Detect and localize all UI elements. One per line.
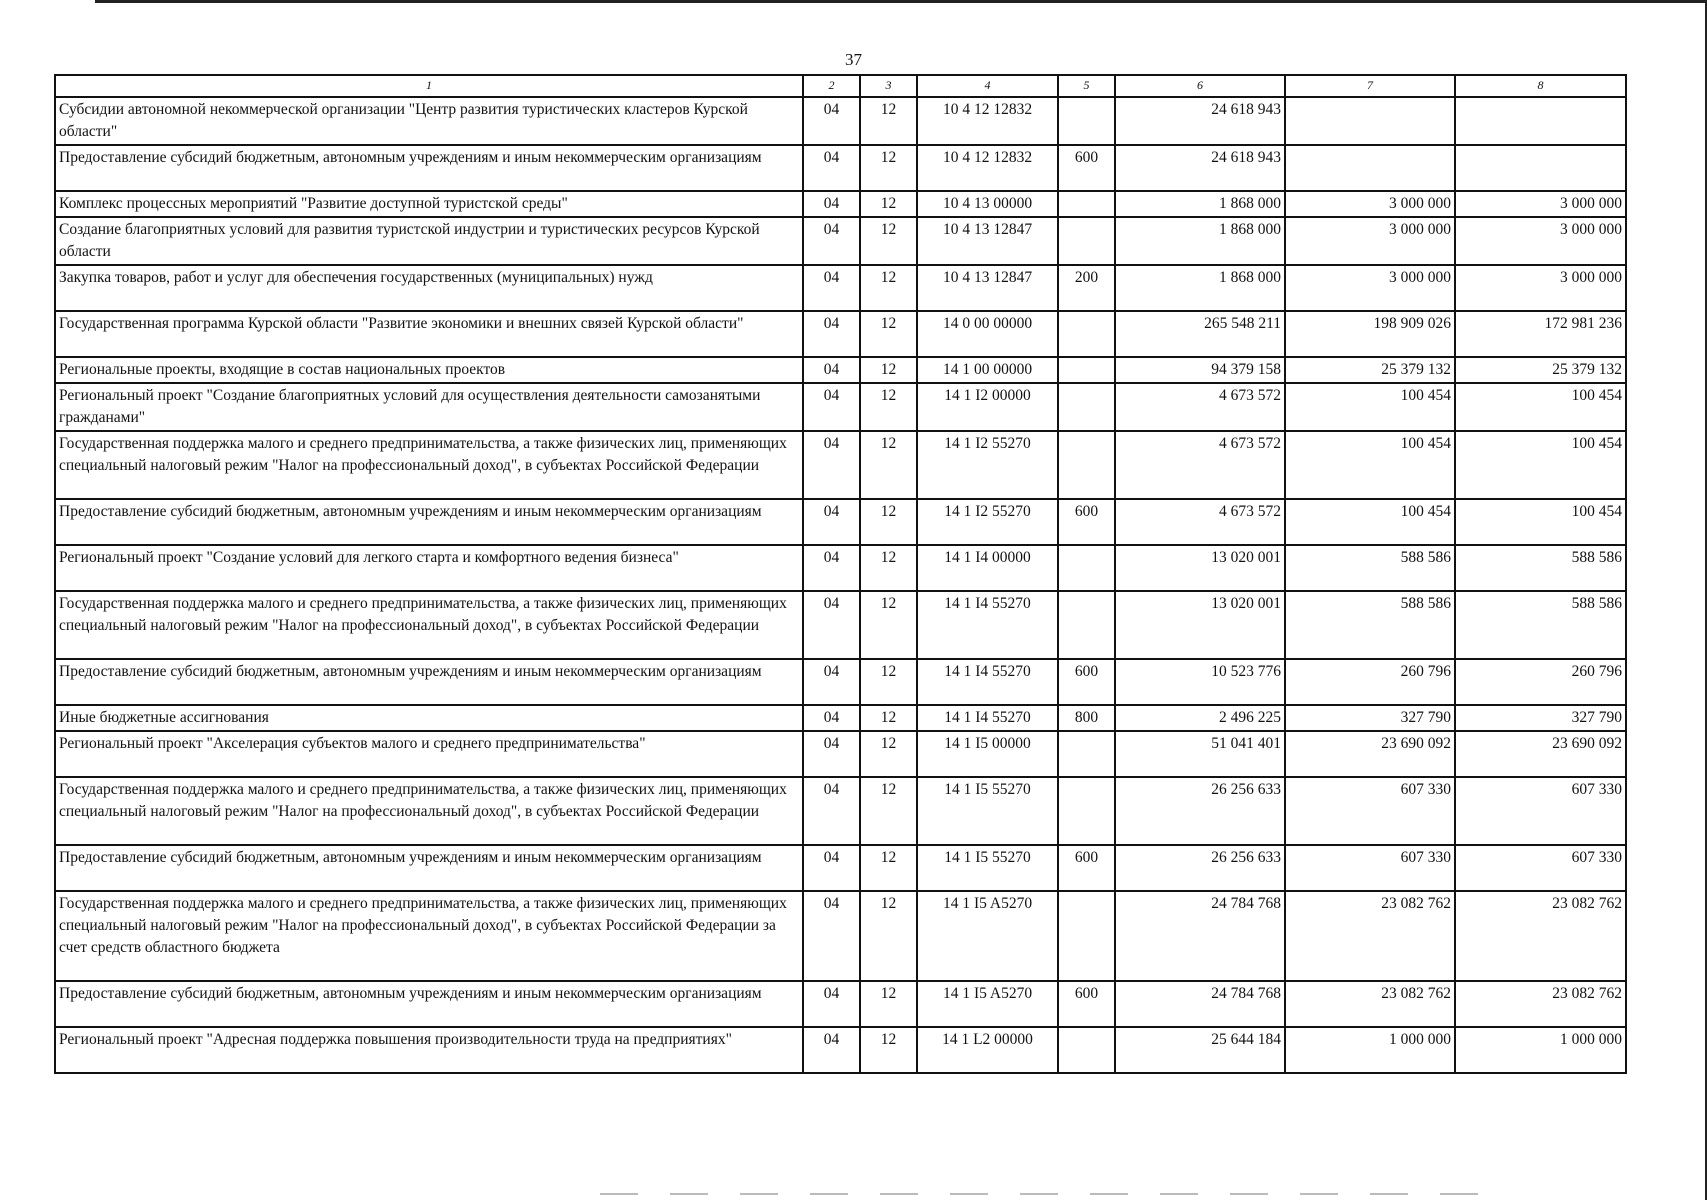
row-amount-col6-cell: 13 020 001 — [1115, 591, 1285, 659]
row-amount-col8-cell — [1455, 145, 1626, 191]
row-section-cell: 04 — [803, 499, 860, 545]
row-expense-type-cell — [1058, 545, 1115, 591]
row-amount-col8-cell: 588 586 — [1455, 545, 1626, 591]
row-amount-col8-cell: 588 586 — [1455, 591, 1626, 659]
row-section-cell: 04 — [803, 217, 860, 265]
row-amount-col6-cell: 26 256 633 — [1115, 777, 1285, 845]
table-row — [55, 777, 1626, 845]
row-amount-col6-cell: 1 868 000 — [1115, 191, 1285, 217]
row-amount-col7-cell: 3 000 000 — [1285, 265, 1455, 311]
row-subsection-cell: 12 — [860, 845, 917, 891]
row-subsection-cell: 12 — [860, 777, 917, 845]
table-row — [55, 545, 1626, 591]
row-amount-col6-cell: 4 673 572 — [1115, 431, 1285, 499]
row-section-cell: 04 — [803, 1027, 860, 1073]
row-amount-col8-cell: 3 000 000 — [1455, 217, 1626, 265]
row-section-cell: 04 — [803, 191, 860, 217]
row-amount-col8-cell: 1 000 000 — [1455, 1027, 1626, 1073]
row-subsection-cell: 12 — [860, 705, 917, 731]
row-target-code-cell: 10 4 13 12847 — [917, 265, 1058, 311]
row-expense-type-cell — [1058, 217, 1115, 265]
row-section-cell: 04 — [803, 731, 860, 777]
row-amount-col7-cell: 260 796 — [1285, 659, 1455, 705]
row-amount-col8-cell: 260 796 — [1455, 659, 1626, 705]
row-amount-col6-cell: 1 868 000 — [1115, 265, 1285, 311]
row-section-cell: 04 — [803, 311, 860, 357]
table-body — [55, 97, 1626, 1073]
row-subsection-cell: 12 — [860, 499, 917, 545]
row-target-code-cell: 14 0 00 00000 — [917, 311, 1058, 357]
row-name-cell: Закупка товаров, работ и услуг для обеспечения государственных (муниципальных) нужд — [55, 265, 803, 311]
row-expense-type-cell: 800 — [1058, 705, 1115, 731]
table-row — [55, 97, 1626, 145]
row-name-cell: Региональные проекты, входящие в состав национальных проектов — [55, 357, 803, 383]
row-amount-col7-cell: 23 082 762 — [1285, 981, 1455, 1027]
row-amount-col8-cell: 327 790 — [1455, 705, 1626, 731]
row-name-cell: Предоставление субсидий бюджетным, автономным учреждениям и иным некоммерческим организациям — [55, 981, 803, 1027]
row-subsection-cell: 12 — [860, 357, 917, 383]
row-amount-col8-cell: 100 454 — [1455, 431, 1626, 499]
row-target-code-cell: 14 1 I4 00000 — [917, 545, 1058, 591]
row-amount-col6-cell: 265 548 211 — [1115, 311, 1285, 357]
row-expense-type-cell — [1058, 383, 1115, 431]
row-amount-col8-cell: 23 082 762 — [1455, 981, 1626, 1027]
table-row — [55, 145, 1626, 191]
row-amount-col7-cell: 588 586 — [1285, 545, 1455, 591]
table-row — [55, 357, 1626, 383]
row-amount-col7-cell: 588 586 — [1285, 591, 1455, 659]
row-target-code-cell: 10 4 12 12832 — [917, 145, 1058, 191]
row-name-cell: Государственная поддержка малого и среднего предпринимательства, а также физических лиц, применяющих специальный налоговый режим "Налог на профессиональный доход", в субъектах Российской Федерации — [55, 431, 803, 499]
row-target-code-cell: 14 1 00 00000 — [917, 357, 1058, 383]
row-amount-col6-cell: 10 523 776 — [1115, 659, 1285, 705]
row-amount-col7-cell: 100 454 — [1285, 383, 1455, 431]
column-header-6: 6 — [1115, 75, 1285, 97]
row-amount-col6-cell: 24 784 768 — [1115, 981, 1285, 1027]
column-header-8: 8 — [1455, 75, 1626, 97]
row-amount-col6-cell: 26 256 633 — [1115, 845, 1285, 891]
row-amount-col6-cell: 1 868 000 — [1115, 217, 1285, 265]
row-subsection-cell: 12 — [860, 217, 917, 265]
row-section-cell: 04 — [803, 981, 860, 1027]
row-expense-type-cell — [1058, 431, 1115, 499]
row-subsection-cell: 12 — [860, 891, 917, 981]
row-section-cell: 04 — [803, 705, 860, 731]
table-row — [55, 1027, 1626, 1073]
row-amount-col8-cell: 3 000 000 — [1455, 265, 1626, 311]
table-row — [55, 265, 1626, 311]
column-header-7: 7 — [1285, 75, 1455, 97]
row-name-cell: Субсидии автономной некоммерческой организации "Центр развития туристических кластеров Курской области" — [55, 97, 803, 145]
row-amount-col6-cell: 4 673 572 — [1115, 499, 1285, 545]
row-name-cell: Региональный проект "Акселерация субъектов малого и среднего предпринимательства" — [55, 731, 803, 777]
column-header-3: 3 — [860, 75, 917, 97]
column-header-1: 1 — [55, 75, 803, 97]
row-amount-col7-cell: 100 454 — [1285, 431, 1455, 499]
row-section-cell: 04 — [803, 265, 860, 311]
row-name-cell: Региональный проект "Создание условий для легкого старта и комфортного ведения бизнеса" — [55, 545, 803, 591]
row-target-code-cell: 10 4 13 00000 — [917, 191, 1058, 217]
row-expense-type-cell: 600 — [1058, 145, 1115, 191]
row-amount-col8-cell: 607 330 — [1455, 845, 1626, 891]
row-subsection-cell: 12 — [860, 97, 917, 145]
column-header-5: 5 — [1058, 75, 1115, 97]
row-subsection-cell: 12 — [860, 981, 917, 1027]
table-row — [55, 845, 1626, 891]
row-subsection-cell: 12 — [860, 731, 917, 777]
row-amount-col8-cell: 3 000 000 — [1455, 191, 1626, 217]
table-row — [55, 499, 1626, 545]
row-amount-col6-cell: 24 618 943 — [1115, 145, 1285, 191]
row-expense-type-cell — [1058, 1027, 1115, 1073]
row-name-cell: Государственная поддержка малого и среднего предпринимательства, а также физических лиц, применяющих специальный налоговый режим "Налог на профессиональный доход", в субъектах Российской Федерации — [55, 591, 803, 659]
row-amount-col7-cell — [1285, 145, 1455, 191]
row-name-cell: Государственная поддержка малого и среднего предпринимательства, а также физических лиц, применяющих специальный налоговый режим "Налог на профессиональный доход", в субъектах Российской Федерации за счет средств областного бюджета — [55, 891, 803, 981]
table-row — [55, 705, 1626, 731]
row-subsection-cell: 12 — [860, 145, 917, 191]
scan-marks-bottom — [600, 1193, 1500, 1195]
row-name-cell: Создание благоприятных условий для развития туристской индустрии и туристических ресурсов Курской области — [55, 217, 803, 265]
row-amount-col7-cell: 198 909 026 — [1285, 311, 1455, 357]
row-target-code-cell: 14 1 I4 55270 — [917, 659, 1058, 705]
row-expense-type-cell: 600 — [1058, 845, 1115, 891]
row-amount-col6-cell: 13 020 001 — [1115, 545, 1285, 591]
table-row — [55, 431, 1626, 499]
row-amount-col7-cell — [1285, 97, 1455, 145]
row-target-code-cell: 10 4 13 12847 — [917, 217, 1058, 265]
row-name-cell: Комплекс процессных мероприятий "Развитие доступной туристской среды" — [55, 191, 803, 217]
table-row — [55, 891, 1626, 981]
row-amount-col6-cell: 24 618 943 — [1115, 97, 1285, 145]
row-amount-col8-cell: 23 690 092 — [1455, 731, 1626, 777]
row-section-cell: 04 — [803, 659, 860, 705]
row-amount-col7-cell: 1 000 000 — [1285, 1027, 1455, 1073]
row-amount-col6-cell: 24 784 768 — [1115, 891, 1285, 981]
row-amount-col7-cell: 25 379 132 — [1285, 357, 1455, 383]
row-section-cell: 04 — [803, 145, 860, 191]
row-expense-type-cell — [1058, 97, 1115, 145]
row-section-cell: 04 — [803, 357, 860, 383]
table-row — [55, 591, 1626, 659]
row-section-cell: 04 — [803, 545, 860, 591]
row-section-cell: 04 — [803, 845, 860, 891]
row-subsection-cell: 12 — [860, 431, 917, 499]
row-expense-type-cell — [1058, 777, 1115, 845]
row-expense-type-cell: 600 — [1058, 499, 1115, 545]
row-target-code-cell: 14 1 I2 00000 — [917, 383, 1058, 431]
column-header-4: 4 — [917, 75, 1058, 97]
row-target-code-cell: 14 1 I2 55270 — [917, 499, 1058, 545]
row-name-cell: Региональный проект "Создание благоприятных условий для осуществления деятельности самозанятыми гражданами" — [55, 383, 803, 431]
row-amount-col7-cell: 23 082 762 — [1285, 891, 1455, 981]
row-expense-type-cell — [1058, 357, 1115, 383]
row-expense-type-cell: 200 — [1058, 265, 1115, 311]
row-section-cell: 04 — [803, 891, 860, 981]
row-section-cell: 04 — [803, 97, 860, 145]
row-amount-col7-cell: 607 330 — [1285, 845, 1455, 891]
page-number: 37 — [845, 50, 862, 69]
row-expense-type-cell — [1058, 311, 1115, 357]
row-amount-col8-cell: 172 981 236 — [1455, 311, 1626, 357]
row-expense-type-cell — [1058, 191, 1115, 217]
budget-table — [54, 74, 1627, 1074]
row-subsection-cell: 12 — [860, 1027, 917, 1073]
row-name-cell: Предоставление субсидий бюджетным, автономным учреждениям и иным некоммерческим организациям — [55, 145, 803, 191]
row-subsection-cell: 12 — [860, 265, 917, 311]
row-name-cell: Государственная поддержка малого и среднего предпринимательства, а также физических лиц, применяющих специальный налоговый режим "Налог на профессиональный доход", в субъектах Российской Федерации — [55, 777, 803, 845]
row-section-cell: 04 — [803, 383, 860, 431]
row-target-code-cell: 14 1 I5 00000 — [917, 731, 1058, 777]
row-amount-col8-cell: 100 454 — [1455, 499, 1626, 545]
row-expense-type-cell — [1058, 891, 1115, 981]
row-subsection-cell: 12 — [860, 591, 917, 659]
table-row — [55, 217, 1626, 265]
row-amount-col6-cell: 2 496 225 — [1115, 705, 1285, 731]
row-expense-type-cell — [1058, 591, 1115, 659]
row-subsection-cell: 12 — [860, 659, 917, 705]
table-row — [55, 981, 1626, 1027]
row-amount-col7-cell: 3 000 000 — [1285, 191, 1455, 217]
row-target-code-cell: 14 1 I5 A5270 — [917, 981, 1058, 1027]
row-amount-col6-cell: 51 041 401 — [1115, 731, 1285, 777]
row-expense-type-cell: 600 — [1058, 659, 1115, 705]
row-subsection-cell: 12 — [860, 383, 917, 431]
row-expense-type-cell: 600 — [1058, 981, 1115, 1027]
row-target-code-cell: 14 1 I5 A5270 — [917, 891, 1058, 981]
row-amount-col8-cell: 100 454 — [1455, 383, 1626, 431]
row-target-code-cell: 14 1 I4 55270 — [917, 591, 1058, 659]
row-target-code-cell: 10 4 12 12832 — [917, 97, 1058, 145]
scan-edge-top — [95, 0, 1707, 3]
row-subsection-cell: 12 — [860, 191, 917, 217]
table-row — [55, 731, 1626, 777]
table-row — [55, 659, 1626, 705]
row-name-cell: Региональный проект "Адресная поддержка повышения производительности труда на предприятиях" — [55, 1027, 803, 1073]
row-amount-col6-cell: 4 673 572 — [1115, 383, 1285, 431]
row-amount-col7-cell: 607 330 — [1285, 777, 1455, 845]
row-amount-col6-cell: 94 379 158 — [1115, 357, 1285, 383]
row-subsection-cell: 12 — [860, 311, 917, 357]
row-target-code-cell: 14 1 I4 55270 — [917, 705, 1058, 731]
table-row — [55, 191, 1626, 217]
header-row — [55, 75, 1626, 97]
row-section-cell: 04 — [803, 591, 860, 659]
row-target-code-cell: 14 1 I5 55270 — [917, 845, 1058, 891]
row-section-cell: 04 — [803, 431, 860, 499]
row-amount-col8-cell — [1455, 97, 1626, 145]
row-amount-col8-cell: 25 379 132 — [1455, 357, 1626, 383]
row-target-code-cell: 14 1 I2 55270 — [917, 431, 1058, 499]
row-expense-type-cell — [1058, 731, 1115, 777]
table-row — [55, 383, 1626, 431]
row-amount-col8-cell: 607 330 — [1455, 777, 1626, 845]
row-name-cell: Государственная программа Курской области "Развитие экономики и внешних связей Курской области" — [55, 311, 803, 357]
column-header-2: 2 — [803, 75, 860, 97]
row-amount-col7-cell: 3 000 000 — [1285, 217, 1455, 265]
row-section-cell: 04 — [803, 777, 860, 845]
row-amount-col7-cell: 100 454 — [1285, 499, 1455, 545]
row-name-cell: Предоставление субсидий бюджетным, автономным учреждениям и иным некоммерческим организациям — [55, 499, 803, 545]
row-amount-col6-cell: 25 644 184 — [1115, 1027, 1285, 1073]
row-amount-col7-cell: 23 690 092 — [1285, 731, 1455, 777]
row-name-cell: Предоставление субсидий бюджетным, автономным учреждениям и иным некоммерческим организациям — [55, 659, 803, 705]
row-name-cell: Предоставление субсидий бюджетным, автономным учреждениям и иным некоммерческим организациям — [55, 845, 803, 891]
row-name-cell: Иные бюджетные ассигнования — [55, 705, 803, 731]
row-target-code-cell: 14 1 L2 00000 — [917, 1027, 1058, 1073]
row-amount-col8-cell: 23 082 762 — [1455, 891, 1626, 981]
row-target-code-cell: 14 1 I5 55270 — [917, 777, 1058, 845]
row-subsection-cell: 12 — [860, 545, 917, 591]
table-row — [55, 311, 1626, 357]
row-amount-col7-cell: 327 790 — [1285, 705, 1455, 731]
